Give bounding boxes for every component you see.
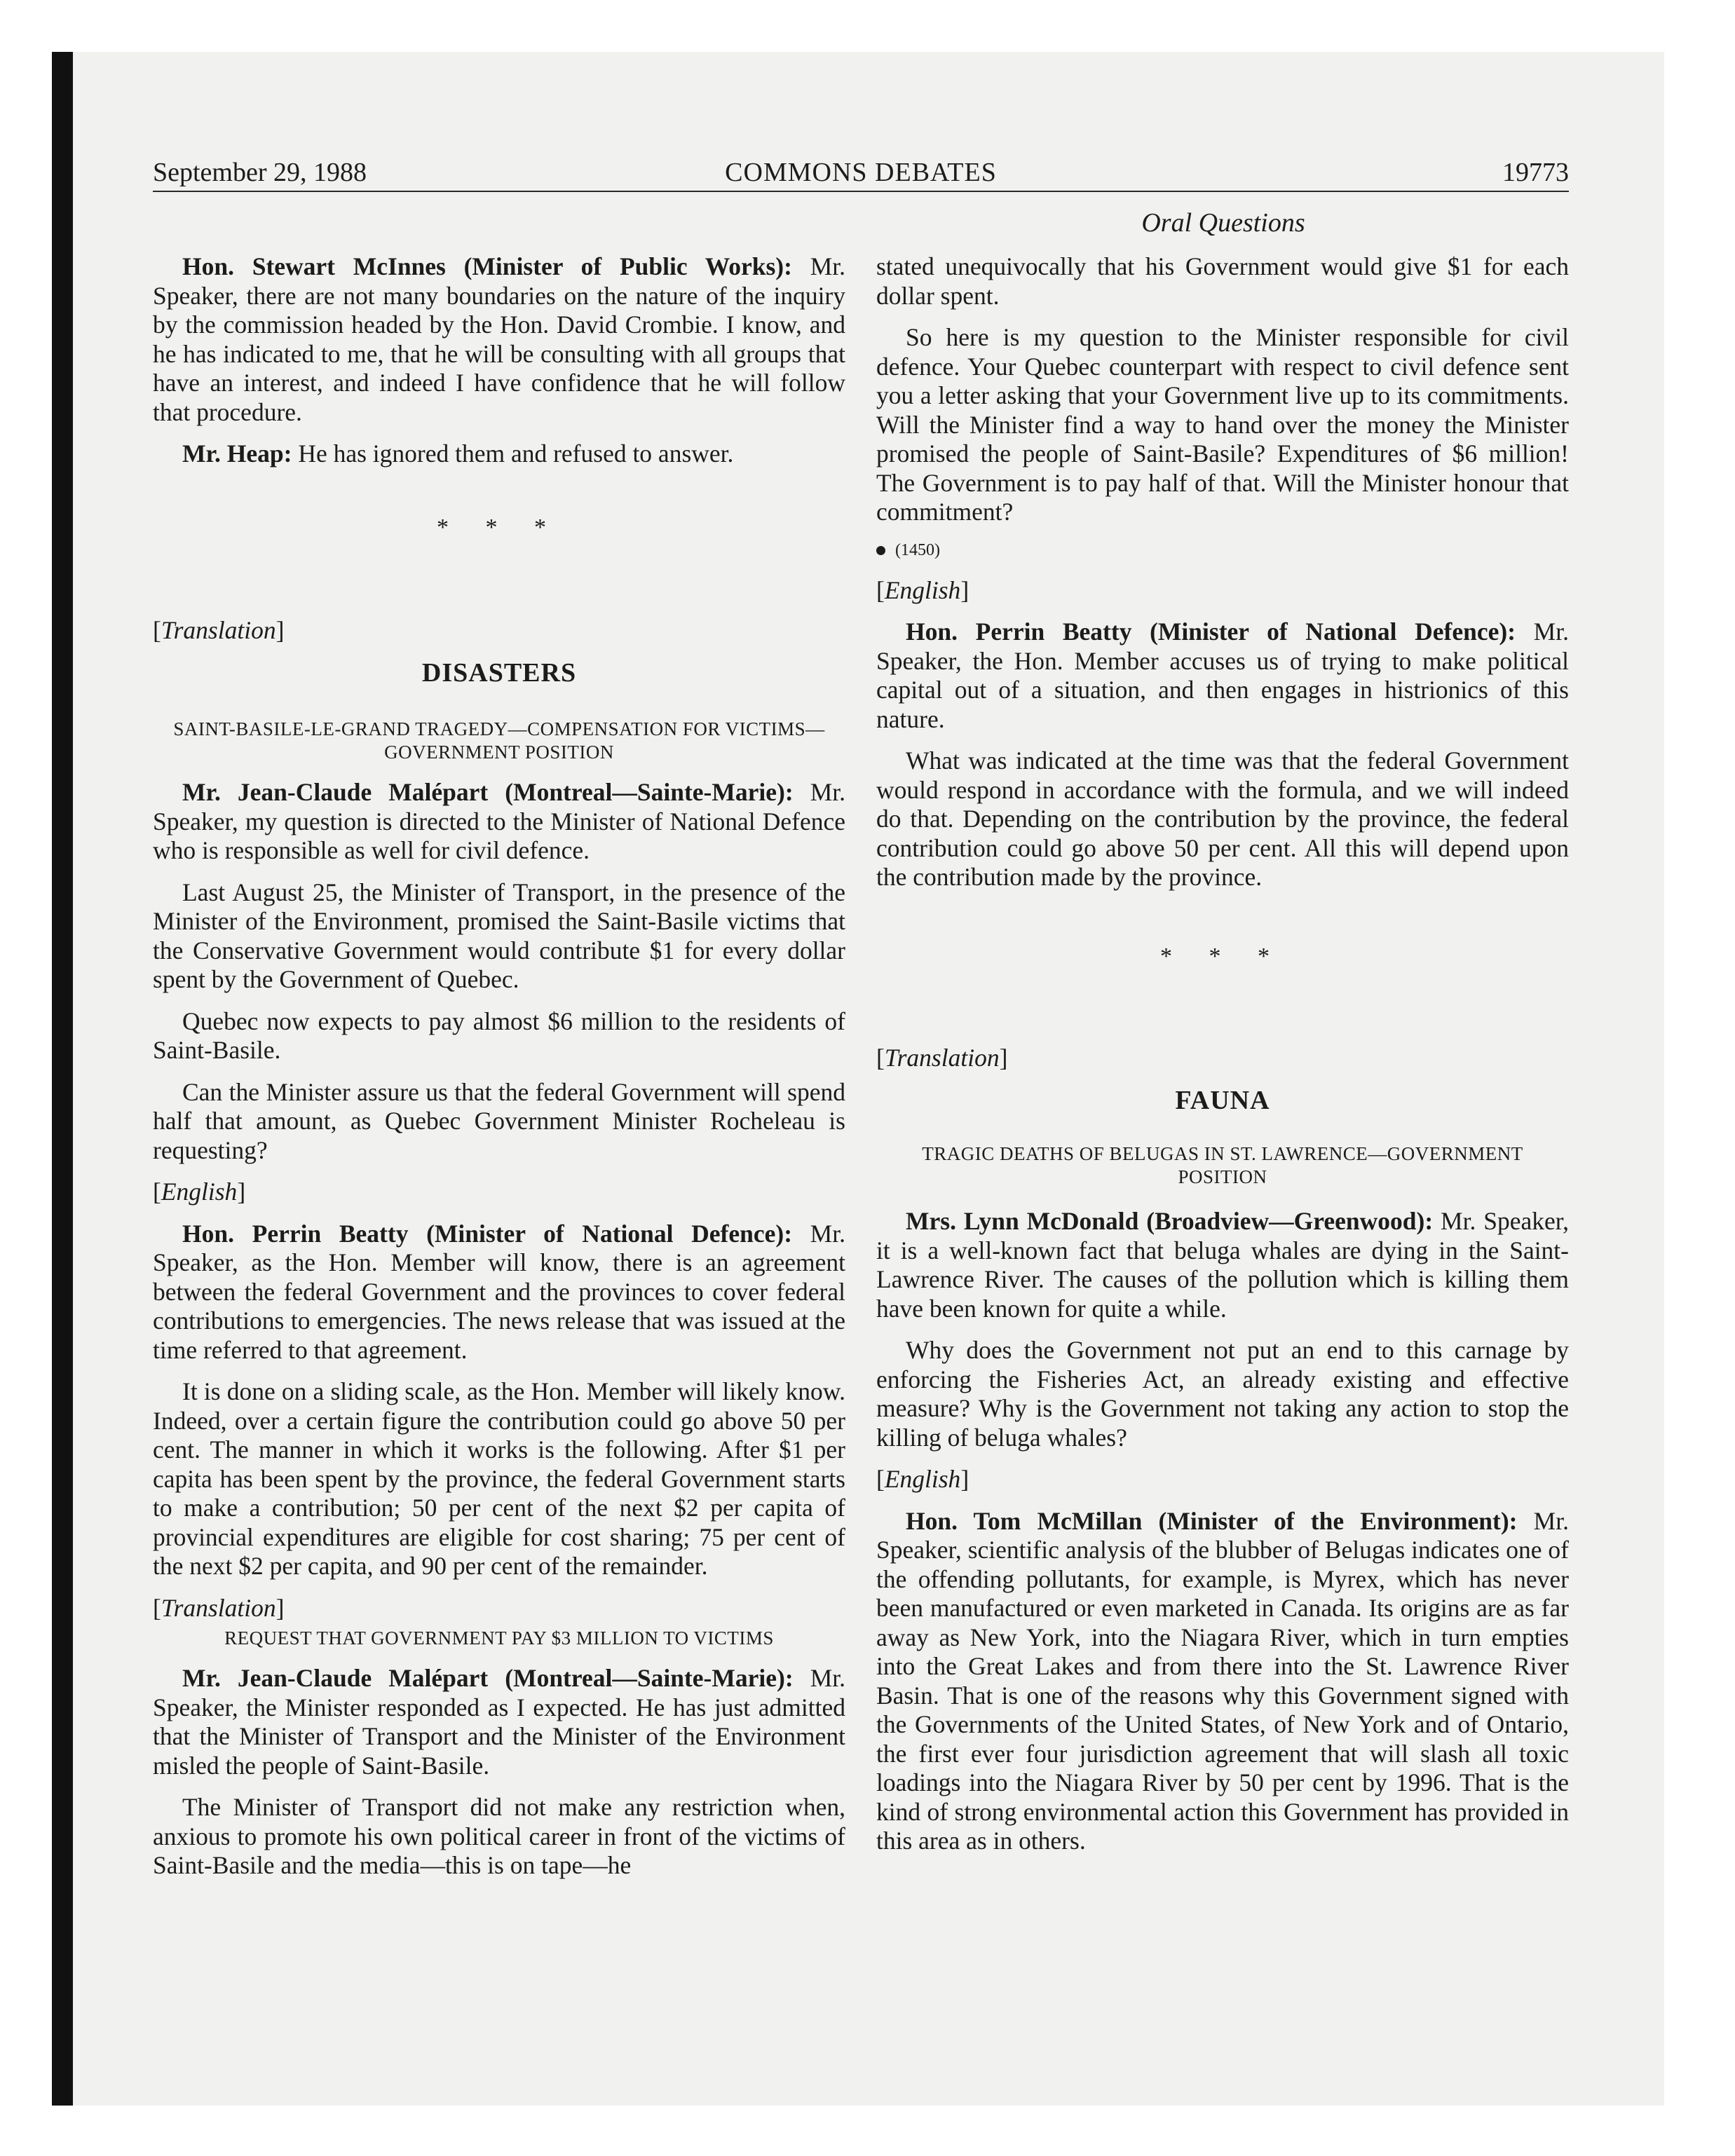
- paragraph: Can the Minister assure us that the federal Government will spend half that amount, as Quebec Government Minister Rocheleau is requesting?: [153, 1077, 845, 1164]
- speech-text: He has ignored them and refused to answer.: [292, 439, 734, 468]
- sub-heading: SAINT-BASILE-LE-GRAND TRAGEDY—COMPENSATION FOR VICTIMS—GOVERNMENT POSITION: [173, 718, 825, 763]
- paragraph: [153, 778, 845, 866]
- paragraph: [153, 1220, 845, 1365]
- running-header: [153, 157, 1569, 192]
- paragraph: [153, 439, 845, 469]
- paragraph: Why does the Government not put an end to this carnage by enforcing the Fisheries Act, an already existing and effective measure? Why is the Government not taking any action to stop the killing of beluga whales?: [876, 1336, 1569, 1452]
- time-marker: (1450): [876, 540, 1569, 561]
- paragraph: [876, 618, 1569, 734]
- speech-text: Mr. Speaker, it is a well-known fact that beluga whales are dying in the Saint-Lawrence River. The causes of the pollution which is killing them have been known for quite a while.: [876, 1207, 1569, 1323]
- paragraph: stated unequivocally that his Government would give $1 for each dollar spent.: [876, 252, 1569, 310]
- speaker: Hon. Tom McMillan (Minister of the Environment):: [906, 1506, 1518, 1535]
- section-label: Oral Questions: [1141, 208, 1305, 238]
- speaker: Mrs. Lynn McDonald (Broadview—Greenwood):: [906, 1207, 1434, 1235]
- paragraph: [153, 1664, 845, 1780]
- scan-edge: [52, 52, 73, 2106]
- paragraph: Quebec now expects to pay almost $6 million to the residents of Saint-Basile.: [153, 1007, 845, 1064]
- speaker: Hon. Perrin Beatty (Minister of National Defence):: [906, 618, 1516, 646]
- language-tag: [Translation]: [153, 1593, 285, 1622]
- paragraph: The Minister of Transport did not make any restriction when, anxious to promote his own political career in front of the victims of Saint-Basile and the media—this is on tape—he: [153, 1793, 845, 1879]
- section-break: * * *: [1160, 943, 1285, 969]
- bullet-icon: [876, 546, 885, 555]
- sub-heading: TRAGIC DEATHS OF BELUGAS IN ST. LAWRENCE—GOVERNMENT POSITION: [922, 1143, 1523, 1187]
- paragraph: Last August 25, the Minister of Transport, in the presence of the Minister of the Environment, promised the Saint-Basile victims that the Conservative Government would contribute $1 for every dollar spent by the Government of Quebec.: [153, 878, 845, 993]
- page-number: 19773: [1502, 158, 1569, 187]
- section-heading: FAUNA: [1175, 1086, 1270, 1115]
- header-date: September 29, 1988: [153, 158, 367, 187]
- paragraph: It is done on a sliding scale, as the Hon. Member will likely know. Indeed, over a certain figure the contribution could go above 50 per cent. The manner in which it works is the following. After $1 per capita has been spent by the province, the federal Government starts to make a contribution; 50 per cent of the next $2 per capita of provincial expenditures are eligible for cost sharing; 75 per cent of the next $2 per capita, and 90 per cent of the remainder.: [153, 1377, 845, 1580]
- speech-text: Mr. Speaker, the Minister responded as I expected. He has just admitted that the Minister of Transport and the Minister of the Environment misled the people of Saint-Basile.: [153, 1664, 845, 1780]
- language-tag: [Translation]: [876, 1043, 1008, 1072]
- speaker: Mr. Jean-Claude Malépart (Montreal—Sainte-Marie):: [182, 778, 794, 806]
- speech-text: Mr. Speaker, there are not many boundaries on the nature of the inquiry by the commission headed by the Hon. David Crombie. I know, and he has indicated to me, that he will be consulting with all groups that have an interest, and indeed I have confidence that he will follow that procedure.: [153, 252, 845, 426]
- paragraph: What was indicated at the time was that the federal Government would respond in accordance with the formula, and we will indeed do that. Depending on the contribution by the province, the federal contribution could go above 50 per cent. All this will depend upon the contribution made by the province.: [876, 746, 1569, 891]
- speech-text: Mr. Speaker, as the Hon. Member will know, there is an agreement between the federal Government and the provinces to cover federal contributions to emergencies. The news release that was issued at the time referred to that agreement.: [153, 1219, 845, 1364]
- language-tag: [Translation]: [153, 615, 285, 644]
- paragraph: [876, 1507, 1569, 1856]
- left-column: [153, 252, 845, 1893]
- section-break: * * *: [437, 514, 562, 540]
- header-title: COMMONS DEBATES: [725, 158, 997, 187]
- right-column: [876, 252, 1569, 1869]
- speaker: Hon. Stewart McInnes (Minister of Public Works):: [182, 252, 792, 280]
- paragraph: [876, 1207, 1569, 1323]
- speech-text: Mr. Speaker, my question is directed to the Minister of National Defence who is responsible as well for civil defence.: [153, 778, 845, 864]
- paragraph: [153, 252, 845, 427]
- speaker: Mr. Jean-Claude Malépart (Montreal—Sainte-Marie):: [182, 1664, 794, 1692]
- language-tag: [English]: [876, 1465, 969, 1493]
- section-heading: DISASTERS: [421, 658, 577, 688]
- speaker: Hon. Perrin Beatty (Minister of National Defence):: [182, 1219, 793, 1248]
- paragraph: So here is my question to the Minister responsible for civil defence. Your Quebec counterpart with respect to civil defence sent you a letter asking that your Government live up to its commitments. Will the Minister find a way to hand over the money the Minister promised the people of Saint-Basile? Expenditures of $6 million! The Government is to pay half of that. Will the Minister honour that commitment?: [876, 323, 1569, 526]
- speech-text: Mr. Speaker, scientific analysis of the blubber of Belugas indicates one of the offending pollutants, for example, is Myrex, which has never been manufactured or even marketed in Canada. Its origins are as far away as New York, into the Niagara River, which in turn empties into the Great Lakes and from there into the St. Lawrence River Basin. That is one of the reasons why this Government signed with the Governments of the United States, of New York and of Ontario, the first ever four jurisdiction agreement that will slash all toxic loadings into the Niagara River by 50 per cent by 1996. That is the kind of strong environmental action this Government has provided in this area as in others.: [876, 1506, 1569, 1855]
- speech-text: Mr. Speaker, the Hon. Member accuses us of trying to make political capital out of a situation, and then engages in histrionics of this nature.: [876, 618, 1569, 733]
- speaker: Mr. Heap:: [182, 439, 292, 468]
- sub-heading: REQUEST THAT GOVERNMENT PAY $3 MILLION TO VICTIMS: [224, 1628, 774, 1649]
- language-tag: [English]: [876, 575, 969, 604]
- language-tag: [English]: [153, 1178, 246, 1206]
